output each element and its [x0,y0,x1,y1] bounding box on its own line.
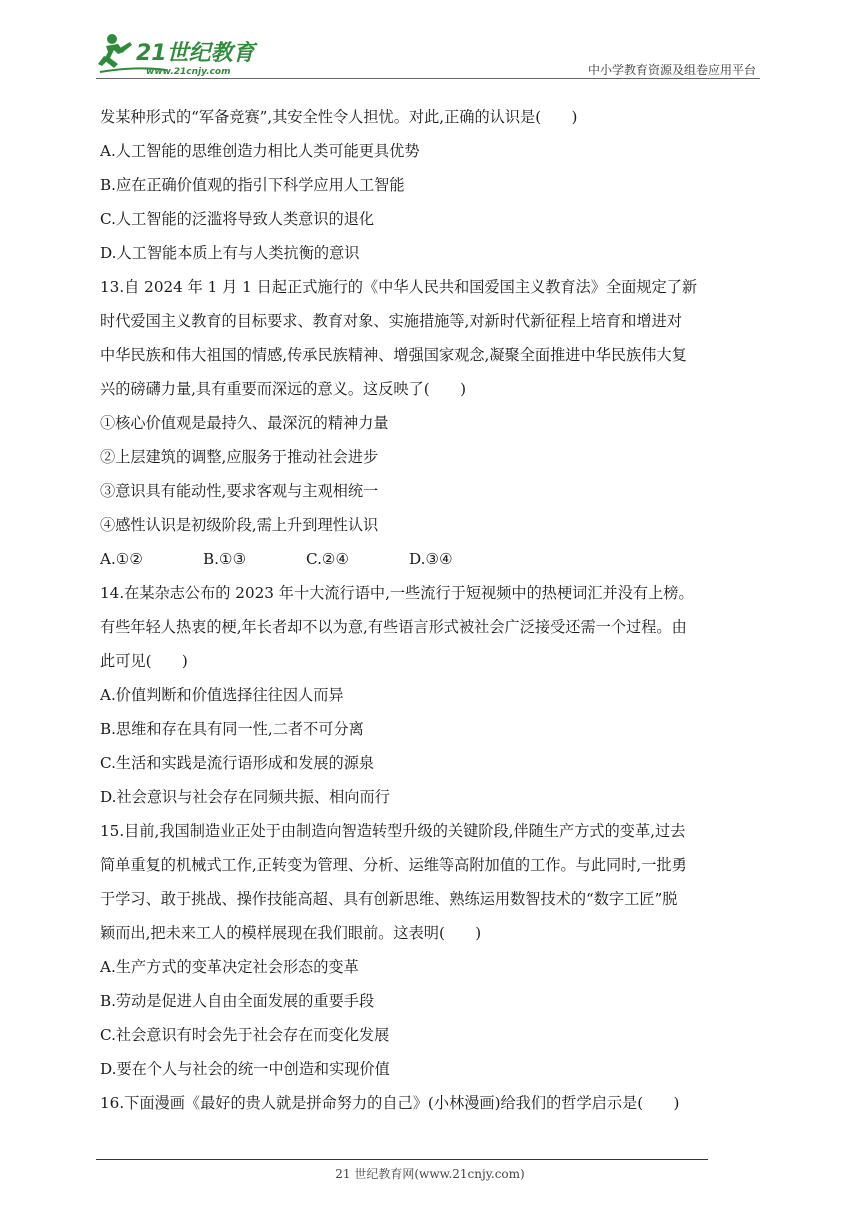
runner-icon [98,34,132,68]
q13-statement-2: ②上层建筑的调整,应服务于推动社会进步 [100,448,379,466]
q14-option-c: C.生活和实践是流行语形成和发展的源泉 [100,754,375,772]
q13-option-c: C.②④ [306,550,350,568]
q15-stem: 于学习、敢于挑战、操作技能高超、具有创新思维、熟练运用数智技术的“数字工匠”脱 [100,890,678,908]
q15-option-a: A.生产方式的变革决定社会形态的变革 [100,958,359,976]
q13-options [100,542,764,576]
q13-option-a: A.①② [100,550,144,568]
q15-stem: 颖而出,把未来工人的模样展现在我们眼前。这表明( ) [100,924,482,942]
q13-stem: 兴的磅礴力量,具有重要而深远的意义。这反映了( ) [100,380,466,398]
q14-option-a: A.价值判断和价值选择往往因人而异 [100,686,344,704]
q13-statement-3: ③意识具有能动性,要求客观与主观相统一 [100,482,379,500]
q14-stem: 此可见( ) [100,652,188,670]
q13-stem: 时代爱国主义教育的目标要求、教育对象、实施措施等,对新时代新征程上培育和增进对 [100,312,682,330]
q12-option-b: B.应在正确价值观的指引下科学应用人工智能 [100,176,405,194]
q14-stem: 有些年轻人热衷的梗,年长者却不以为意,有些语言形式被社会广泛接受还需一个过程。由 [100,618,687,636]
page-footer: 21 世纪教育网(www.21cnjy.com) [335,1167,525,1181]
platform-name: 中小学教育资源及组卷应用平台 [587,63,756,77]
text-line: 发某种形式的“军备竞赛”,其安全性令人担忧。对此,正确的认识是( ) [100,108,578,126]
q15-stem: 15.目前,我国制造业正处于由制造向智造转型升级的关键阶段,伴随生产方式的变革,过去 [100,822,686,840]
q16-stem: 16.下面漫画《最好的贵人就是拼命努力的自己》(小林漫画)给我们的哲学启示是( ) [100,1094,680,1112]
q12-option-a: A.人工智能的思维创造力相比人类可能更具优势 [100,142,420,160]
q15-option-d: D.要在个人与社会的统一中创造和实现价值 [100,1060,390,1078]
page-header [96,28,760,84]
q13-option-d: D.③④ [409,550,453,568]
logo-url: www.21cnjy.com [146,67,231,77]
q14-option-b: B.思维和存在具有同一性,二者不可分离 [100,720,364,738]
q12-option-c: C.人工智能的泛滥将导致人类意识的退化 [100,210,375,228]
footer-divider [96,1159,708,1160]
logo-text: 21世纪教育 [136,41,255,66]
q15-stem: 简单重复的机械式工作,正转变为管理、分析、运维等高附加值的工作。与此同时,一批勇 [100,856,687,874]
q13-option-b: B.①③ [203,550,247,568]
q13-stem: 13.自 2024 年 1 月 1 日起正式施行的《中华人民共和国爱国主义教育法》全面规定了新 [100,278,698,296]
q14-stem: 14.在某杂志公布的 2023 年十大流行语中,一些流行于短视频中的热梗词汇并没有上榜。 [100,584,694,602]
q14-option-d: D.社会意识与社会存在同频共振、相向而行 [100,788,390,806]
q13-statement-1: ①核心价值观是最持久、最深沉的精神力量 [100,414,389,432]
q13-stem: 中华民族和伟大祖国的情感,传承民族精神、增强国家观念,凝聚全面推进中华民族伟大复 [100,346,687,364]
q13-statement-4: ④感性认识是初级阶段,需上升到理性认识 [100,516,379,534]
logo [96,28,261,80]
q12-option-d: D.人工智能本质上有与人类抗衡的意识 [100,244,360,262]
q15-option-b: B.劳动是促进人自由全面发展的重要手段 [100,992,375,1010]
header-divider [96,78,760,79]
document-body [100,100,764,1120]
q15-option-c: C.社会意识有时会先于社会存在而变化发展 [100,1026,390,1044]
